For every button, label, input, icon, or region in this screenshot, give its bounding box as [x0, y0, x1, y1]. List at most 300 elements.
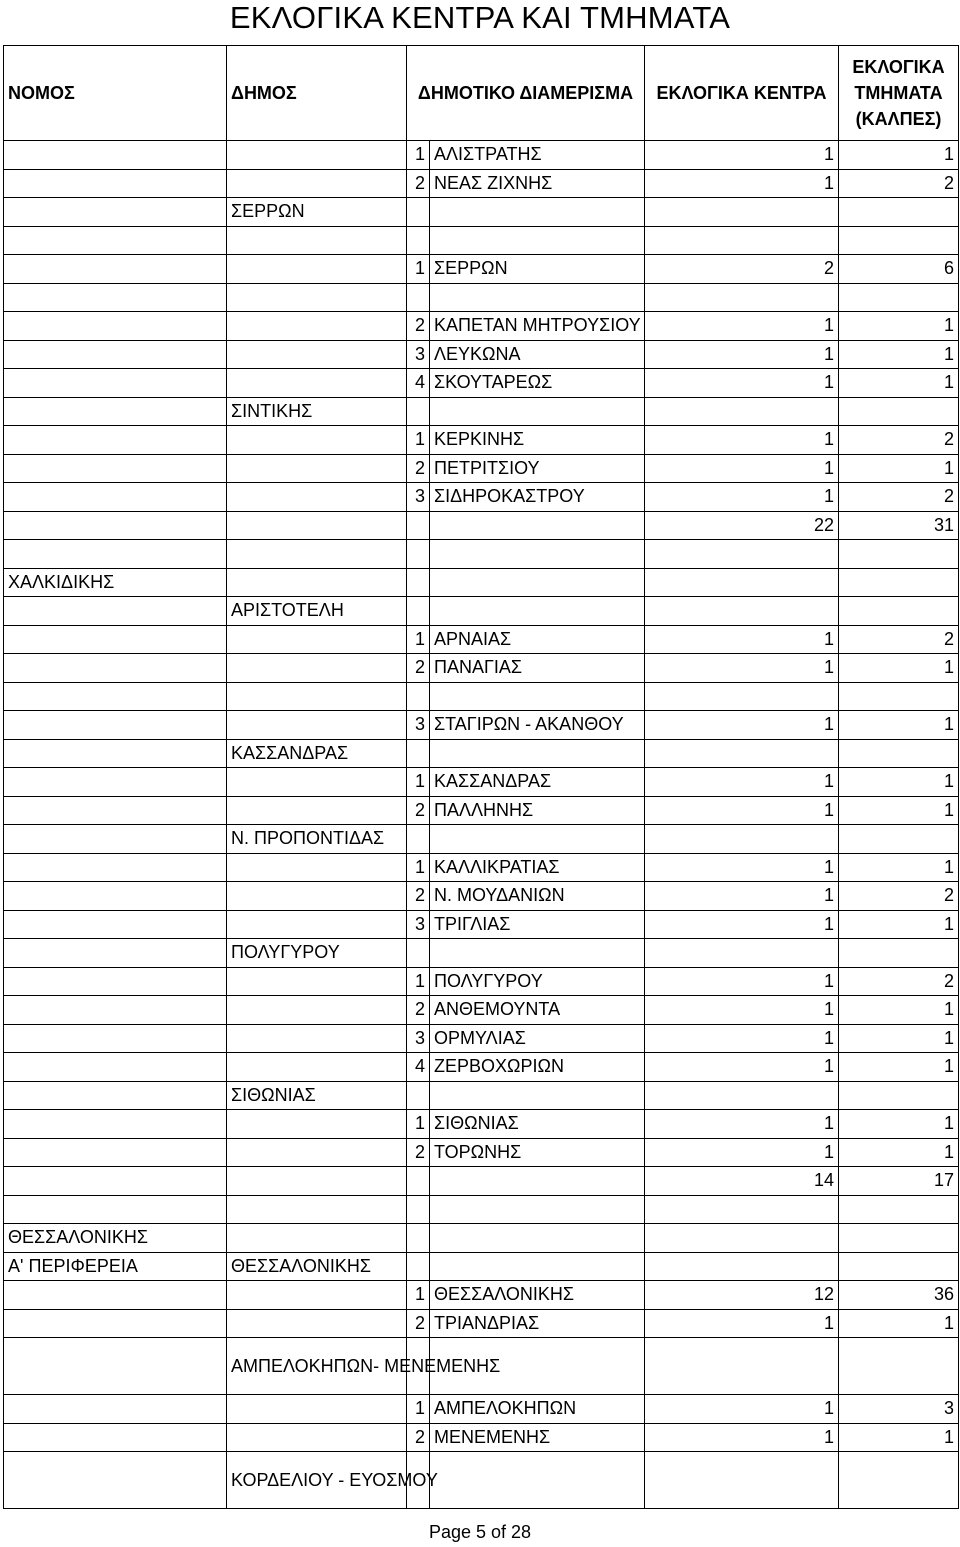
- cell-dimos: [227, 255, 407, 284]
- cell-nomos: [4, 1195, 227, 1224]
- cell-index: 4: [407, 1053, 430, 1082]
- cell-index: [407, 825, 430, 854]
- cell-nomos: [4, 397, 227, 426]
- cell-tmimata: [839, 540, 959, 569]
- cell-nomos: [4, 1138, 227, 1167]
- cell-index: 1: [407, 1281, 430, 1310]
- header-dimos: ΔΗΜΟΣ: [227, 46, 407, 141]
- cell-nomos: [4, 283, 227, 312]
- cell-kentra: 1: [645, 340, 839, 369]
- cell-kentra: [645, 198, 839, 227]
- cell-kentra: 1: [645, 454, 839, 483]
- table-row: [4, 255, 959, 284]
- cell-nomos: [4, 1024, 227, 1053]
- cell-dimos: [227, 1423, 407, 1452]
- cell-tmimata: [839, 568, 959, 597]
- cell-index: [407, 739, 430, 768]
- cell-diamerisma: [430, 511, 645, 540]
- cell-diamerisma: ΚΑΣΣΑΝΔΡΑΣ: [430, 768, 645, 797]
- table-row: [4, 682, 959, 711]
- cell-tmimata: [839, 397, 959, 426]
- table-row: [4, 312, 959, 341]
- cell-tmimata: 2: [839, 483, 959, 512]
- cell-dimos: [227, 654, 407, 683]
- table-row: [4, 1110, 959, 1139]
- cell-index: 1: [407, 1395, 430, 1424]
- table-row: [4, 1423, 959, 1452]
- cell-tmimata: [839, 226, 959, 255]
- cell-tmimata: 1: [839, 454, 959, 483]
- table-row: [4, 739, 959, 768]
- cell-tmimata: 2: [839, 625, 959, 654]
- cell-index: [407, 397, 430, 426]
- cell-dimos: ΠΟΛΥΓΥΡΟΥ: [227, 939, 407, 968]
- cell-diamerisma: [430, 825, 645, 854]
- cell-index: 1: [407, 768, 430, 797]
- cell-kentra: [645, 1195, 839, 1224]
- cell-tmimata: 1: [839, 796, 959, 825]
- cell-nomos: [4, 255, 227, 284]
- cell-diamerisma: [430, 1081, 645, 1110]
- cell-tmimata: 3: [839, 1395, 959, 1424]
- cell-diamerisma: [430, 939, 645, 968]
- cell-nomos: [4, 625, 227, 654]
- cell-diamerisma: [430, 283, 645, 312]
- cell-index: 2: [407, 169, 430, 198]
- table-row: [4, 1024, 959, 1053]
- cell-kentra: 14: [645, 1167, 839, 1196]
- cell-dimos: [227, 283, 407, 312]
- cell-index: 3: [407, 1024, 430, 1053]
- cell-tmimata: [839, 198, 959, 227]
- table-row: [4, 910, 959, 939]
- cell-diamerisma: [430, 540, 645, 569]
- cell-dimos: [227, 1224, 407, 1253]
- cell-kentra: 1: [645, 1309, 839, 1338]
- cell-index: 2: [407, 1138, 430, 1167]
- cell-tmimata: 2: [839, 426, 959, 455]
- cell-tmimata: [839, 1252, 959, 1281]
- cell-index: 1: [407, 426, 430, 455]
- cell-dimos: [227, 996, 407, 1025]
- cell-diamerisma: ΣΕΡΡΩΝ: [430, 255, 645, 284]
- cell-dimos: [227, 625, 407, 654]
- cell-nomos: [4, 369, 227, 398]
- cell-index: 2: [407, 796, 430, 825]
- cell-nomos: [4, 967, 227, 996]
- cell-diamerisma: [430, 1195, 645, 1224]
- table-row: [4, 1452, 959, 1509]
- cell-index: [407, 226, 430, 255]
- cell-index: 3: [407, 483, 430, 512]
- cell-tmimata: [839, 825, 959, 854]
- cell-nomos: [4, 1452, 227, 1509]
- cell-dimos: [227, 910, 407, 939]
- cell-index: 1: [407, 141, 430, 170]
- cell-diamerisma: ΑΝΘΕΜΟΥΝΤΑ: [430, 996, 645, 1025]
- table-row: [4, 711, 959, 740]
- cell-nomos: Α' ΠΕΡΙΦΕΡΕΙΑ: [4, 1252, 227, 1281]
- page-title: ΕΚΛΟΓΙΚΑ ΚΕΝΤΡΑ ΚΑΙ ΤΜΗΜΑΤΑ: [229, 0, 731, 35]
- cell-nomos: [4, 768, 227, 797]
- cell-dimos: ΑΜΠΕΛΟΚΗΠΩΝ- ΜΕΝΕΜΕΝΗΣ: [227, 1338, 407, 1395]
- cell-tmimata: [839, 682, 959, 711]
- cell-diamerisma: ΖΕΡΒΟΧΩΡΙΩΝ: [430, 1053, 645, 1082]
- cell-nomos: [4, 1395, 227, 1424]
- cell-dimos: ΑΡΙΣΤΟΤΕΛΗ: [227, 597, 407, 626]
- table-row: [4, 1395, 959, 1424]
- cell-tmimata: [839, 1338, 959, 1395]
- cell-index: [407, 1252, 430, 1281]
- cell-nomos: [4, 1423, 227, 1452]
- cell-dimos: [227, 141, 407, 170]
- cell-kentra: 1: [645, 369, 839, 398]
- cell-index: 1: [407, 1110, 430, 1139]
- cell-tmimata: 2: [839, 169, 959, 198]
- cell-diamerisma: ΤΡΙΑΝΔΡΙΑΣ: [430, 1309, 645, 1338]
- cell-nomos: [4, 1110, 227, 1139]
- cell-dimos: [227, 1053, 407, 1082]
- cell-nomos: [4, 853, 227, 882]
- cell-tmimata: 2: [839, 967, 959, 996]
- cell-dimos: [227, 1395, 407, 1424]
- cell-nomos: ΘΕΣΣΑΛΟΝΙΚΗΣ: [4, 1224, 227, 1253]
- table-row: [4, 1081, 959, 1110]
- table-row: [4, 1195, 959, 1224]
- cell-nomos: [4, 1309, 227, 1338]
- cell-dimos: [227, 483, 407, 512]
- cell-nomos: [4, 169, 227, 198]
- cell-kentra: [645, 1224, 839, 1253]
- cell-tmimata: [839, 1224, 959, 1253]
- cell-dimos: [227, 1138, 407, 1167]
- cell-nomos: [4, 340, 227, 369]
- cell-nomos: [4, 1167, 227, 1196]
- cell-kentra: [645, 1338, 839, 1395]
- table-row: [4, 426, 959, 455]
- cell-tmimata: 2: [839, 882, 959, 911]
- table-row: [4, 1138, 959, 1167]
- cell-kentra: [645, 226, 839, 255]
- cell-nomos: [4, 825, 227, 854]
- table-row: [4, 939, 959, 968]
- cell-kentra: 1: [645, 996, 839, 1025]
- cell-dimos: [227, 1024, 407, 1053]
- cell-dimos: ΣΕΡΡΩΝ: [227, 198, 407, 227]
- table-row: [4, 369, 959, 398]
- cell-kentra: 1: [645, 910, 839, 939]
- cell-dimos: [227, 1167, 407, 1196]
- cell-index: [407, 283, 430, 312]
- cell-tmimata: 1: [839, 910, 959, 939]
- cell-tmimata: 31: [839, 511, 959, 540]
- cell-tmimata: [839, 1081, 959, 1110]
- table-row: [4, 853, 959, 882]
- table-row: [4, 340, 959, 369]
- table-row: [4, 1281, 959, 1310]
- table-header-row: [4, 46, 959, 141]
- cell-tmimata: 1: [839, 711, 959, 740]
- cell-nomos: [4, 654, 227, 683]
- table-row: [4, 397, 959, 426]
- cell-kentra: 22: [645, 511, 839, 540]
- cell-kentra: 1: [645, 711, 839, 740]
- table-row: [4, 654, 959, 683]
- table-row: [4, 1167, 959, 1196]
- cell-diamerisma: [430, 397, 645, 426]
- cell-index: [407, 597, 430, 626]
- cell-kentra: 1: [645, 1110, 839, 1139]
- cell-kentra: 1: [645, 1423, 839, 1452]
- cell-tmimata: 1: [839, 340, 959, 369]
- table-row: [4, 226, 959, 255]
- cell-diamerisma: ΣΤΑΓΙΡΩΝ - ΑΚΑΝΘΟΥ: [430, 711, 645, 740]
- cell-diamerisma: ΛΕΥΚΩΝΑ: [430, 340, 645, 369]
- cell-nomos: [4, 910, 227, 939]
- table-row: [4, 882, 959, 911]
- cell-index: 3: [407, 711, 430, 740]
- cell-diamerisma: ΣΙΔΗΡΟΚΑΣΤΡΟΥ: [430, 483, 645, 512]
- table-row: [4, 1252, 959, 1281]
- cell-nomos: [4, 511, 227, 540]
- cell-tmimata: 17: [839, 1167, 959, 1196]
- cell-diamerisma: ΚΑΛΛΙΚΡΑΤΙΑΣ: [430, 853, 645, 882]
- cell-kentra: 1: [645, 426, 839, 455]
- cell-tmimata: 1: [839, 768, 959, 797]
- cell-kentra: [645, 1081, 839, 1110]
- cell-diamerisma: [430, 568, 645, 597]
- cell-nomos: [4, 454, 227, 483]
- cell-diamerisma: ΜΕΝΕΜΕΝΗΣ: [430, 1423, 645, 1452]
- cell-dimos: ΚΑΣΣΑΝΔΡΑΣ: [227, 739, 407, 768]
- cell-diamerisma: ΠΑΛΛΗΝΗΣ: [430, 796, 645, 825]
- cell-dimos: ΚΟΡΔΕΛΙΟΥ - ΕΥΟΣΜΟΥ: [227, 1452, 407, 1509]
- cell-index: 1: [407, 255, 430, 284]
- header-kentra: ΕΚΛΟΓΙΚΑ ΚΕΝΤΡΑ: [645, 46, 839, 141]
- cell-diamerisma: ΚΕΡΚΙΝΗΣ: [430, 426, 645, 455]
- cell-kentra: 1: [645, 967, 839, 996]
- cell-nomos: [4, 198, 227, 227]
- cell-index: 2: [407, 312, 430, 341]
- cell-kentra: [645, 939, 839, 968]
- cell-dimos: ΣΙΘΩΝΙΑΣ: [227, 1081, 407, 1110]
- cell-diamerisma: [430, 1252, 645, 1281]
- cell-kentra: 1: [645, 1138, 839, 1167]
- table-row: [4, 625, 959, 654]
- cell-diamerisma: ΣΚΟΥΤΑΡΕΩΣ: [430, 369, 645, 398]
- cell-dimos: [227, 1281, 407, 1310]
- table-row: [4, 141, 959, 170]
- cell-index: [407, 198, 430, 227]
- cell-kentra: 1: [645, 141, 839, 170]
- cell-dimos: [227, 169, 407, 198]
- cell-nomos: [4, 1053, 227, 1082]
- cell-kentra: [645, 825, 839, 854]
- cell-dimos: [227, 369, 407, 398]
- cell-diamerisma: ΝΕΑΣ ΖΙΧΝΗΣ: [430, 169, 645, 198]
- cell-diamerisma: ΠΕΤΡΙΤΣΙΟΥ: [430, 454, 645, 483]
- cell-tmimata: 1: [839, 853, 959, 882]
- cell-dimos: [227, 682, 407, 711]
- cell-tmimata: 1: [839, 654, 959, 683]
- cell-kentra: 1: [645, 1395, 839, 1424]
- cell-kentra: 1: [645, 654, 839, 683]
- cell-nomos: [4, 141, 227, 170]
- cell-kentra: [645, 540, 839, 569]
- cell-nomos: [4, 939, 227, 968]
- cell-tmimata: 6: [839, 255, 959, 284]
- cell-diamerisma: ΑΜΠΕΛΟΚΗΠΩΝ: [430, 1395, 645, 1424]
- cell-tmimata: 1: [839, 996, 959, 1025]
- cell-tmimata: 1: [839, 369, 959, 398]
- cell-diamerisma: [430, 682, 645, 711]
- cell-nomos: [4, 426, 227, 455]
- cell-kentra: 12: [645, 1281, 839, 1310]
- table-row: [4, 825, 959, 854]
- cell-index: 2: [407, 1309, 430, 1338]
- cell-nomos: [4, 796, 227, 825]
- cell-index: 1: [407, 967, 430, 996]
- cell-dimos: [227, 967, 407, 996]
- cell-kentra: [645, 1452, 839, 1509]
- cell-kentra: 1: [645, 768, 839, 797]
- cell-diamerisma: ΟΡΜΥΛΙΑΣ: [430, 1024, 645, 1053]
- cell-diamerisma: ΣΙΘΩΝΙΑΣ: [430, 1110, 645, 1139]
- cell-diamerisma: ΑΡΝΑΙΑΣ: [430, 625, 645, 654]
- cell-index: 2: [407, 654, 430, 683]
- cell-tmimata: 1: [839, 1110, 959, 1139]
- cell-dimos: [227, 796, 407, 825]
- cell-dimos: [227, 711, 407, 740]
- table-row: [4, 568, 959, 597]
- cell-nomos: [4, 882, 227, 911]
- table-row: [4, 169, 959, 198]
- cell-dimos: [227, 1309, 407, 1338]
- cell-dimos: [227, 882, 407, 911]
- table-row: [4, 768, 959, 797]
- table-row: [4, 1338, 959, 1395]
- header-nomos: ΝΟΜΟΣ: [4, 46, 227, 141]
- cell-dimos: [227, 454, 407, 483]
- cell-dimos: [227, 853, 407, 882]
- table-row: [4, 1309, 959, 1338]
- cell-diamerisma: [430, 1167, 645, 1196]
- table-row: [4, 1053, 959, 1082]
- cell-tmimata: [839, 739, 959, 768]
- table-row: [4, 996, 959, 1025]
- cell-diamerisma: [430, 1452, 645, 1509]
- cell-index: 2: [407, 882, 430, 911]
- table-row: [4, 796, 959, 825]
- cell-dimos: [227, 312, 407, 341]
- cell-nomos: [4, 996, 227, 1025]
- table-row: [4, 1224, 959, 1253]
- cell-tmimata: 1: [839, 312, 959, 341]
- cell-kentra: 1: [645, 1024, 839, 1053]
- cell-tmimata: [839, 1452, 959, 1509]
- cell-diamerisma: ΤΡΙΓΛΙΑΣ: [430, 910, 645, 939]
- cell-index: 3: [407, 340, 430, 369]
- cell-dimos: [227, 1195, 407, 1224]
- table-row: [4, 597, 959, 626]
- cell-nomos: ΧΑΛΚΙΔΙΚΗΣ: [4, 568, 227, 597]
- cell-kentra: 1: [645, 796, 839, 825]
- cell-tmimata: [839, 283, 959, 312]
- cell-kentra: [645, 397, 839, 426]
- header-diamerisma: ΔΗΜΟΤΙΚΟ ΔΙΑΜΕΡΙΣΜΑ: [407, 46, 645, 141]
- cell-dimos: [227, 768, 407, 797]
- cell-dimos: [227, 511, 407, 540]
- cell-dimos: Ν. ΠΡΟΠΟΝΤΙΔΑΣ: [227, 825, 407, 854]
- cell-kentra: 1: [645, 483, 839, 512]
- cell-diamerisma: ΘΕΣΣΑΛΟΝΙΚΗΣ: [430, 1281, 645, 1310]
- cell-index: [407, 682, 430, 711]
- cell-diamerisma: [430, 1224, 645, 1253]
- cell-kentra: [645, 682, 839, 711]
- cell-index: [407, 1167, 430, 1196]
- cell-index: [407, 540, 430, 569]
- cell-nomos: [4, 1281, 227, 1310]
- cell-tmimata: 1: [839, 1309, 959, 1338]
- cell-index: [407, 1081, 430, 1110]
- cell-kentra: [645, 739, 839, 768]
- cell-index: 1: [407, 853, 430, 882]
- election-centers-table: [3, 45, 959, 1509]
- cell-index: 3: [407, 910, 430, 939]
- cell-diamerisma: ΠΑΝΑΓΙΑΣ: [430, 654, 645, 683]
- cell-diamerisma: ΚΑΠΕΤΑΝ ΜΗΤΡΟΥΣΙΟΥ: [430, 312, 645, 341]
- table-body: [4, 141, 959, 1509]
- table-row: [4, 511, 959, 540]
- table-row: [4, 454, 959, 483]
- cell-index: 2: [407, 454, 430, 483]
- table-row: [4, 483, 959, 512]
- cell-diamerisma: ΤΟΡΩΝΗΣ: [430, 1138, 645, 1167]
- cell-nomos: [4, 312, 227, 341]
- cell-dimos: ΘΕΣΣΑΛΟΝΙΚΗΣ: [227, 1252, 407, 1281]
- cell-tmimata: [839, 1195, 959, 1224]
- cell-diamerisma: ΑΛΙΣΤΡΑΤΗΣ: [430, 141, 645, 170]
- cell-dimos: [227, 426, 407, 455]
- cell-tmimata: 1: [839, 141, 959, 170]
- table-row: [4, 967, 959, 996]
- cell-dimos: [227, 226, 407, 255]
- cell-dimos: ΣΙΝΤΙΚΗΣ: [227, 397, 407, 426]
- cell-dimos: [227, 568, 407, 597]
- cell-index: [407, 1224, 430, 1253]
- cell-kentra: [645, 597, 839, 626]
- cell-tmimata: 1: [839, 1423, 959, 1452]
- cell-diamerisma: ΠΟΛΥΓΥΡΟΥ: [430, 967, 645, 996]
- cell-diamerisma: [430, 739, 645, 768]
- cell-nomos: [4, 483, 227, 512]
- cell-diamerisma: [430, 597, 645, 626]
- cell-kentra: 1: [645, 882, 839, 911]
- cell-tmimata: [839, 939, 959, 968]
- cell-tmimata: [839, 597, 959, 626]
- cell-index: 2: [407, 1423, 430, 1452]
- cell-kentra: 1: [645, 1053, 839, 1082]
- cell-dimos: [227, 1110, 407, 1139]
- page-footer: Page 5 of 28: [428, 1522, 532, 1542]
- cell-nomos: [4, 711, 227, 740]
- cell-index: [407, 511, 430, 540]
- cell-dimos: [227, 340, 407, 369]
- table-row: [4, 198, 959, 227]
- cell-dimos: [227, 540, 407, 569]
- cell-kentra: 1: [645, 169, 839, 198]
- cell-tmimata: 36: [839, 1281, 959, 1310]
